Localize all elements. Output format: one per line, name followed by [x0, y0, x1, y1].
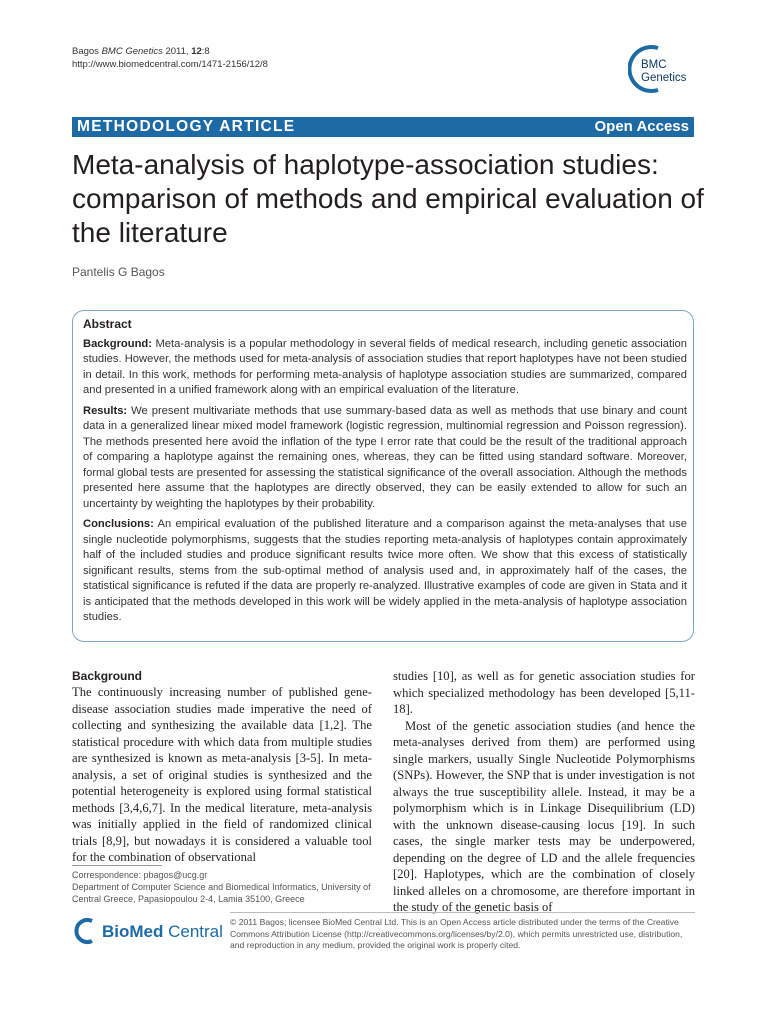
publisher-name-regular: Central: [163, 922, 223, 941]
citation-line: [72, 45, 210, 58]
abstract-section-text: We present multivariate methods that use summary-based data as well as methods that use binary and count data in a generalized linear mixed model framework (logistic regression, multinomial regression and Poisson regression). The methods presented here avoid the inflation of the type I error rate that could be the result of the traditional approach of comparing a haplotype against the remaining ones, whereas, they can be fitted using standard software. Moreover, formal global tests are presented for assessing the statistical significance of the overall association. Although the methods presented here assume that the haplotypes are directly observed, they can be easily extended to allow for such an uncertainty by weighting the haplotypes by their probability.: [83, 404, 687, 510]
body-column-left: [72, 668, 372, 866]
body-paragraph: The continuously increasing number of published gene-disease association studies made imperative the need of collecting and synthesizing the available data [1,2]. The statistical procedure with which data from multiple studies are synthesized is known as meta-analysis [3-5]. In meta-analysis, a set of original studies is synthesized and the potential heterogeneity is explored using formal statistical methods [3,4,6,7]. In the medical literature, meta-analysis was initially applied in the field of randomized clinical trials [8,9], but nowadays it is considered a valuable tool for the combination of observational: [72, 685, 372, 864]
abstract-section-text: Meta-analysis is a popular methodology in several fields of medical research, including genetic association studies. However, the methods used for meta-analysis of association studies that report haplotypes have not been studied in detail. In this work, methods for performing meta-analysis of haplotype association studies are summarized, compared and presented in a unified framework along with an empirical evaluation of the literature.: [83, 337, 687, 396]
abstract-section-label: Conclusions:: [83, 518, 154, 530]
publisher-name: [102, 922, 223, 942]
publisher-name-bold: BioMed: [102, 922, 164, 941]
footnote-divider: [72, 865, 162, 866]
author-affiliation: Department of Computer Science and Biomedical Informatics, University of Central Greece, Papasiopoulou 2-4, Lamia 35100, Greece: [72, 882, 371, 904]
abstract-heading: Abstract: [83, 317, 132, 331]
article-title: Meta-analysis of haplotype-association studies: comparison of methods and empirical evaluation of the literature: [72, 149, 704, 248]
citation-volume: 12: [191, 46, 202, 57]
logo-line-bmc: BMC: [641, 59, 667, 71]
abstract-section-label: Background:: [83, 337, 152, 350]
open-access-label: Open Access: [594, 118, 689, 135]
publisher-logo: [72, 917, 232, 947]
body-column-right: [393, 668, 695, 916]
citation-journal: BMC Genetics: [101, 46, 163, 57]
article-type-label: METHODOLOGY ARTICLE: [77, 118, 296, 135]
journal-logo-text: [641, 59, 686, 85]
abstract-conclusions: [83, 517, 687, 626]
abstract-section-text: An empirical evaluation of the published literature and a comparison against the meta-analyses that use single nucleotide polymorphisms, suggests that the studies reporting meta-analysis of haplotypes contain approximately half of the included studies and produce significant results twice more often. We show that this excess of statistically significant results, stems from the sub-optimal method of analysis used and, in approximately half of the cases, the statistical significance is refuted if the data are properly re-analyzed. Illustrative examples of code are given in Stata and it is anticipated that the methods developed in this work will be widely applied in the meta-analysis of haplotype association studies.: [83, 518, 687, 623]
correspondence-email: Correspondence: pbagos@ucg.gr: [72, 870, 208, 880]
footnote: [72, 869, 372, 905]
citation-year: 2011,: [162, 46, 192, 57]
citation-article: :8: [201, 46, 210, 57]
abstract-box: [72, 310, 694, 642]
abstract-background: [83, 337, 687, 399]
section-heading: Background: [72, 669, 143, 683]
license-text: © 2011 Bagos; licensee BioMed Central Ltd. This is an Open Access article distributed under the terms of the Creative Commons Attribution License (http://creativecommons.org/licenses/by/2.0), which permits unrestricted use, distribution, and reproduction in any medium, provided the original work is properly cited.: [230, 917, 683, 950]
logo-line-genetics: Genetics: [641, 72, 687, 84]
body-paragraph: Most of the genetic association studies (and hence the meta-analyses derived from them) are performed using single markers, usually Single Nucleotide Polymorphisms (SNPs). However, the SNP that is under investigation is not always the true susceptibility allele. Instead, it may be a polymorphism which is in Linkage Disequilibrium (LD) with the unknown disease-causing locus [19]. In such cases, the single marker tests may be underpowered, depending on the degree of LD and the allele frequencies [20]. Haplotypes, which are the combination of closely linked alleles on a chromosome, are therefore important in the study of the genetic basis of: [393, 718, 695, 914]
journal-logo: [628, 44, 698, 94]
article-url[interactable]: http://www.biomedcentral.com/1471-2156/12/8: [72, 59, 268, 70]
abstract-section-label: Results:: [83, 404, 128, 417]
biomed-circle-icon: [72, 917, 100, 945]
article-type-banner: [72, 117, 694, 137]
license-divider: [230, 912, 695, 913]
author-name: Pantelis G Bagos: [72, 265, 165, 279]
citation-author: Bagos: [72, 46, 102, 57]
abstract-results: [83, 404, 687, 513]
body-paragraph: studies [10], as well as for genetic association studies for which specialized methodology has been developed [5,11-18].: [393, 669, 695, 716]
